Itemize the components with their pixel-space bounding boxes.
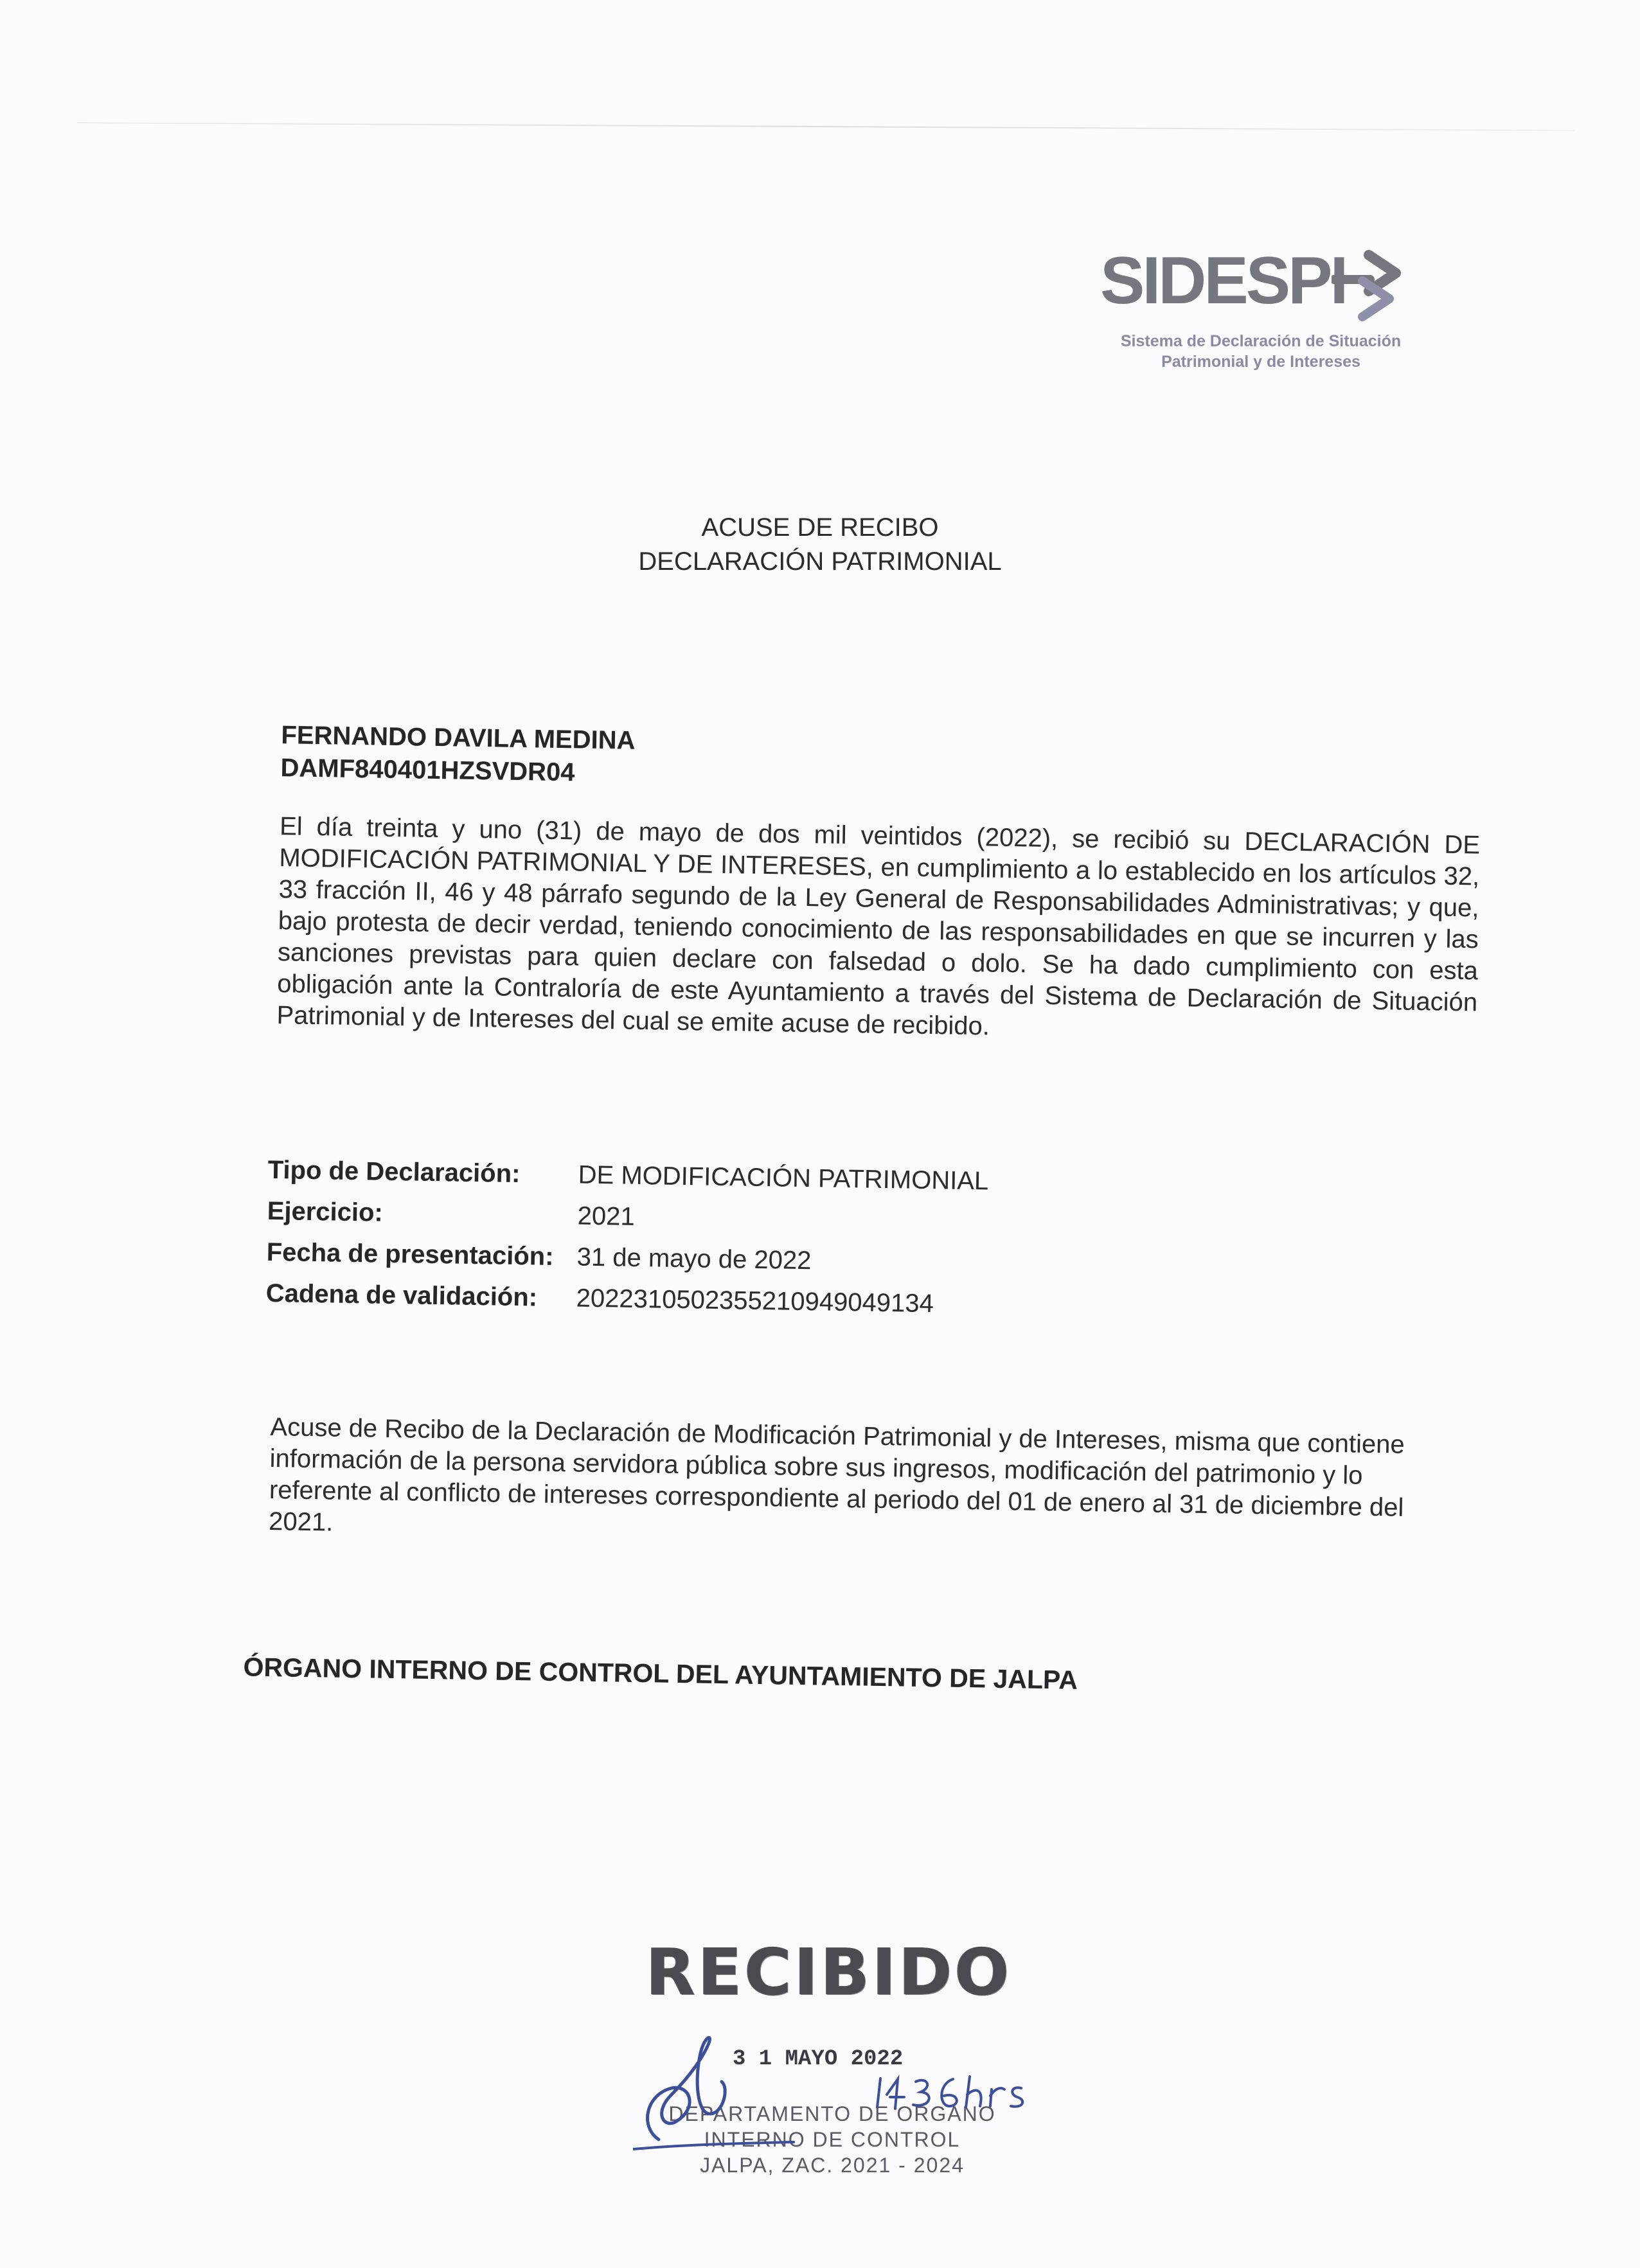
detail-label: Tipo de Declaración: bbox=[267, 1155, 521, 1189]
document-title: ACUSE DE RECIBO bbox=[701, 513, 939, 542]
detail-label: Ejercicio: bbox=[267, 1196, 384, 1227]
declarant-name: FERNANDO DAVILA MEDINA bbox=[281, 721, 636, 755]
detail-value: 31 de mayo de 2022 bbox=[576, 1243, 812, 1275]
detail-row bbox=[265, 1279, 934, 1320]
declarant-id: DAMF840401HZSVDR04 bbox=[280, 754, 575, 787]
receipt-paragraph: El día treinta y uno (31) de mayo de dos mil veintidos (2022), se recibió su DECLARACIÓN DE MODIFICACIÓN PATRIMONIAL Y DE INTERESES, en cumplimiento a lo establecido en los artículos 32, 33 fracción II, 46 y 48 párrafo segundo de la Ley General de Responsabilidades Administrativas; y que, bajo protesta de decir verdad, teniendo conocimiento de las responsabilidades en que se incurren y las sanciones previstas para quien declare con falsedad o dolo. Se ha dado cumplimiento con esta obligación ante la Contraloría de este Ayuntamiento a través del Sistema de Declaración de Situación Patrimonial y de Intereses del cual se emite acuse de recibido. bbox=[276, 812, 1481, 1041]
stamp-date: 3 1 MAYO 2022 bbox=[733, 2047, 904, 2071]
detail-value: DE MODIFICACIÓN PATRIMONIAL bbox=[578, 1160, 989, 1196]
stamp-location: JALPA, ZAC. 2021 - 2024 bbox=[700, 2154, 965, 2177]
detail-row bbox=[266, 1237, 812, 1279]
detail-row bbox=[267, 1155, 989, 1197]
declaration-details bbox=[265, 1155, 989, 1320]
issuing-office: ÓRGANO INTERNO DE CONTROL DEL AYUNTAMIENTO DE JALPA bbox=[243, 1652, 1078, 1695]
detail-value: 2021 bbox=[577, 1201, 636, 1231]
detail-value: 2022310502355210949049134 bbox=[576, 1284, 934, 1318]
handwritten-signature bbox=[633, 2017, 1031, 2152]
stamp-title: RECIBIDO bbox=[646, 1935, 1012, 2010]
stamp-office: INTERNO DE CONTROL bbox=[704, 2128, 961, 2151]
received-stamp bbox=[633, 1935, 1031, 2184]
logo-subtitle-line-1: Sistema de Declaración de Situación bbox=[1120, 332, 1402, 350]
detail-label: Cadena de validación: bbox=[265, 1279, 538, 1312]
logo-wordmark: SIDESPI bbox=[1100, 244, 1346, 318]
detail-label: Fecha de presentación: bbox=[266, 1237, 554, 1271]
document-subtitle: DECLARACIÓN PATRIMONIAL bbox=[638, 547, 1002, 576]
stamp-department: DEPARTAMENTO DE ORGANO bbox=[668, 2102, 996, 2125]
logo-subtitle-line-2: Patrimonial y de Intereses bbox=[1161, 353, 1360, 371]
summary-paragraph: Acuse de Recibo de la Declaración de Modificación Patrimonial y de Intereses, misma que contiene información de la persona servidora pública sobre sus ingresos, modificación del patrimonio y lo referente al conflicto de intereses correspondiente al periodo del 01 de enero al 31 de diciembre del 2021. bbox=[268, 1413, 1405, 1537]
